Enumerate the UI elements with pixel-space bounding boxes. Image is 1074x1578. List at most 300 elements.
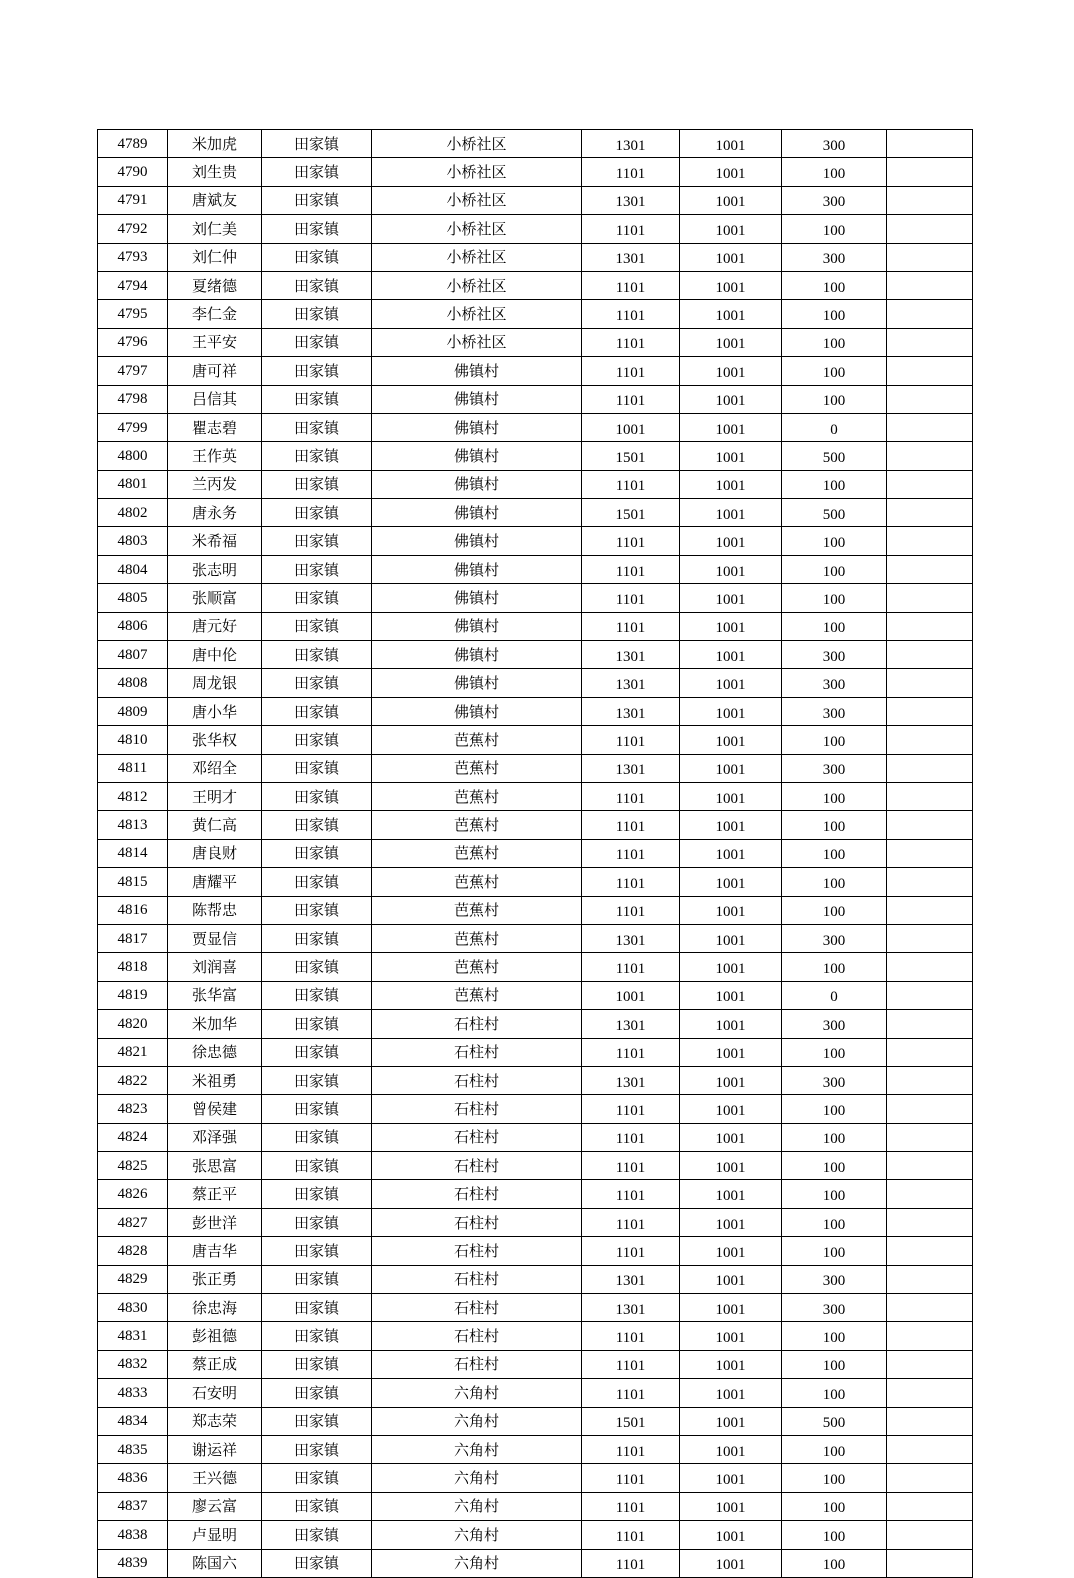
table-row (98, 726, 973, 754)
town-cell: 田家镇 (262, 1521, 372, 1549)
row-number-cell: 4825 (98, 1152, 168, 1180)
row-number-cell: 4812 (98, 782, 168, 810)
name-cell: 黄仁高 (168, 811, 262, 839)
remark-cell (887, 1549, 973, 1577)
remark-cell (887, 981, 973, 1009)
village-cell: 芭蕉村 (372, 811, 582, 839)
code-b-cell: 1001 (680, 1237, 782, 1265)
town-cell: 田家镇 (262, 328, 372, 356)
remark-cell (887, 1350, 973, 1378)
town-cell: 田家镇 (262, 1180, 372, 1208)
row-number-cell: 4824 (98, 1123, 168, 1151)
remark-cell (887, 924, 973, 952)
town-cell: 田家镇 (262, 1095, 372, 1123)
remark-cell (887, 328, 973, 356)
remark-cell (887, 215, 973, 243)
row-number-cell: 4791 (98, 186, 168, 214)
code-a-cell: 1301 (582, 924, 680, 952)
row-number-cell: 4834 (98, 1407, 168, 1435)
table-row (98, 1407, 973, 1435)
amount-cell: 300 (782, 1066, 887, 1094)
amount-cell: 100 (782, 357, 887, 385)
village-cell: 石柱村 (372, 1038, 582, 1066)
amount-cell: 100 (782, 868, 887, 896)
amount-cell: 300 (782, 1294, 887, 1322)
table-row (98, 641, 973, 669)
town-cell: 田家镇 (262, 1066, 372, 1094)
amount-cell: 100 (782, 896, 887, 924)
row-number-cell: 4810 (98, 726, 168, 754)
name-cell: 唐小华 (168, 697, 262, 725)
table-row (98, 1265, 973, 1293)
town-cell: 田家镇 (262, 782, 372, 810)
code-b-cell: 1001 (680, 782, 782, 810)
code-b-cell: 1001 (680, 612, 782, 640)
name-cell: 贾显信 (168, 924, 262, 952)
remark-cell (887, 697, 973, 725)
village-cell: 六角村 (372, 1492, 582, 1520)
row-number-cell: 4789 (98, 130, 168, 158)
name-cell: 王明才 (168, 782, 262, 810)
table-row (98, 1038, 973, 1066)
village-cell: 六角村 (372, 1435, 582, 1463)
remark-cell (887, 726, 973, 754)
town-cell: 田家镇 (262, 1379, 372, 1407)
code-b-cell: 1001 (680, 868, 782, 896)
row-number-cell: 4835 (98, 1435, 168, 1463)
town-cell: 田家镇 (262, 641, 372, 669)
remark-cell (887, 811, 973, 839)
amount-cell: 100 (782, 271, 887, 299)
code-b-cell: 1001 (680, 726, 782, 754)
row-number-cell: 4792 (98, 215, 168, 243)
town-cell: 田家镇 (262, 130, 372, 158)
row-number-cell: 4828 (98, 1237, 168, 1265)
code-a-cell: 1101 (582, 896, 680, 924)
code-b-cell: 1001 (680, 1407, 782, 1435)
town-cell: 田家镇 (262, 243, 372, 271)
amount-cell: 100 (782, 612, 887, 640)
name-cell: 唐元好 (168, 612, 262, 640)
village-cell: 石柱村 (372, 1010, 582, 1038)
amount-cell: 100 (782, 300, 887, 328)
amount-cell: 300 (782, 924, 887, 952)
amount-cell: 100 (782, 1350, 887, 1378)
code-b-cell: 1001 (680, 1549, 782, 1577)
town-cell: 田家镇 (262, 839, 372, 867)
row-number-cell: 4830 (98, 1294, 168, 1322)
table-row (98, 527, 973, 555)
code-a-cell: 1301 (582, 697, 680, 725)
code-a-cell: 1101 (582, 1322, 680, 1350)
row-number-cell: 4790 (98, 158, 168, 186)
amount-cell: 100 (782, 726, 887, 754)
code-a-cell: 1001 (582, 981, 680, 1009)
name-cell: 张顺富 (168, 584, 262, 612)
town-cell: 田家镇 (262, 1237, 372, 1265)
name-cell: 张华权 (168, 726, 262, 754)
village-cell: 石柱村 (372, 1123, 582, 1151)
village-cell: 石柱村 (372, 1180, 582, 1208)
name-cell: 蔡正平 (168, 1180, 262, 1208)
code-a-cell: 1101 (582, 357, 680, 385)
row-number-cell: 4836 (98, 1464, 168, 1492)
remark-cell (887, 1492, 973, 1520)
village-cell: 石柱村 (372, 1208, 582, 1236)
remark-cell (887, 1379, 973, 1407)
name-cell: 米祖勇 (168, 1066, 262, 1094)
amount-cell: 100 (782, 1322, 887, 1350)
row-number-cell: 4796 (98, 328, 168, 356)
village-cell: 佛镇村 (372, 442, 582, 470)
row-number-cell: 4809 (98, 697, 168, 725)
table-row (98, 1322, 973, 1350)
amount-cell: 500 (782, 1407, 887, 1435)
row-number-cell: 4832 (98, 1350, 168, 1378)
amount-cell: 300 (782, 1265, 887, 1293)
town-cell: 田家镇 (262, 1265, 372, 1293)
code-b-cell: 1001 (680, 697, 782, 725)
name-cell: 刘生贵 (168, 158, 262, 186)
table-row (98, 300, 973, 328)
code-a-cell: 1101 (582, 271, 680, 299)
row-number-cell: 4805 (98, 584, 168, 612)
row-number-cell: 4808 (98, 669, 168, 697)
village-cell: 佛镇村 (372, 357, 582, 385)
code-a-cell: 1101 (582, 555, 680, 583)
town-cell: 田家镇 (262, 1152, 372, 1180)
village-cell: 石柱村 (372, 1095, 582, 1123)
village-cell: 佛镇村 (372, 385, 582, 413)
town-cell: 田家镇 (262, 186, 372, 214)
code-b-cell: 1001 (680, 470, 782, 498)
name-cell: 张华富 (168, 981, 262, 1009)
code-a-cell: 1101 (582, 868, 680, 896)
row-number-cell: 4819 (98, 981, 168, 1009)
town-cell: 田家镇 (262, 1294, 372, 1322)
row-number-cell: 4833 (98, 1379, 168, 1407)
table-row (98, 215, 973, 243)
town-cell: 田家镇 (262, 527, 372, 555)
row-number-cell: 4798 (98, 385, 168, 413)
village-cell: 小桥社区 (372, 215, 582, 243)
name-cell: 陈帮忠 (168, 896, 262, 924)
remark-cell (887, 186, 973, 214)
village-cell: 芭蕉村 (372, 782, 582, 810)
amount-cell: 100 (782, 1549, 887, 1577)
town-cell: 田家镇 (262, 953, 372, 981)
amount-cell: 100 (782, 1123, 887, 1151)
name-cell: 夏绪德 (168, 271, 262, 299)
amount-cell: 100 (782, 782, 887, 810)
code-b-cell: 1001 (680, 1066, 782, 1094)
name-cell: 彭祖德 (168, 1322, 262, 1350)
code-a-cell: 1301 (582, 754, 680, 782)
table-row (98, 1066, 973, 1094)
village-cell: 佛镇村 (372, 470, 582, 498)
town-cell: 田家镇 (262, 1038, 372, 1066)
name-cell: 吕信其 (168, 385, 262, 413)
code-a-cell: 1101 (582, 811, 680, 839)
town-cell: 田家镇 (262, 413, 372, 441)
code-b-cell: 1001 (680, 924, 782, 952)
table-row (98, 1492, 973, 1520)
row-number-cell: 4829 (98, 1265, 168, 1293)
village-cell: 石柱村 (372, 1265, 582, 1293)
remark-cell (887, 1066, 973, 1094)
village-cell: 六角村 (372, 1464, 582, 1492)
table-row (98, 811, 973, 839)
town-cell: 田家镇 (262, 1010, 372, 1038)
table-row (98, 413, 973, 441)
code-b-cell: 1001 (680, 811, 782, 839)
row-number-cell: 4813 (98, 811, 168, 839)
amount-cell: 300 (782, 669, 887, 697)
village-cell: 小桥社区 (372, 271, 582, 299)
village-cell: 佛镇村 (372, 527, 582, 555)
town-cell: 田家镇 (262, 868, 372, 896)
town-cell: 田家镇 (262, 300, 372, 328)
town-cell: 田家镇 (262, 271, 372, 299)
row-number-cell: 4823 (98, 1095, 168, 1123)
code-b-cell: 1001 (680, 1322, 782, 1350)
amount-cell: 300 (782, 754, 887, 782)
code-b-cell: 1001 (680, 271, 782, 299)
row-number-cell: 4826 (98, 1180, 168, 1208)
remark-cell (887, 158, 973, 186)
code-a-cell: 1101 (582, 782, 680, 810)
table-row (98, 896, 973, 924)
amount-cell: 100 (782, 158, 887, 186)
table-row (98, 499, 973, 527)
remark-cell (887, 130, 973, 158)
name-cell: 王兴德 (168, 1464, 262, 1492)
name-cell: 周龙银 (168, 669, 262, 697)
row-number-cell: 4807 (98, 641, 168, 669)
code-a-cell: 1301 (582, 1265, 680, 1293)
data-table (97, 129, 973, 1578)
code-a-cell: 1301 (582, 243, 680, 271)
village-cell: 小桥社区 (372, 130, 582, 158)
name-cell: 张正勇 (168, 1265, 262, 1293)
name-cell: 刘仁美 (168, 215, 262, 243)
amount-cell: 100 (782, 839, 887, 867)
code-b-cell: 1001 (680, 1038, 782, 1066)
table-row (98, 1549, 973, 1577)
code-a-cell: 1101 (582, 1208, 680, 1236)
code-a-cell: 1101 (582, 527, 680, 555)
code-a-cell: 1301 (582, 186, 680, 214)
table-row (98, 1152, 973, 1180)
town-cell: 田家镇 (262, 385, 372, 413)
table-row (98, 1208, 973, 1236)
amount-cell: 0 (782, 981, 887, 1009)
village-cell: 芭蕉村 (372, 953, 582, 981)
row-number-cell: 4795 (98, 300, 168, 328)
table-row (98, 953, 973, 981)
amount-cell: 300 (782, 641, 887, 669)
table-body (98, 130, 973, 1578)
code-a-cell: 1101 (582, 385, 680, 413)
amount-cell: 0 (782, 413, 887, 441)
name-cell: 唐永务 (168, 499, 262, 527)
remark-cell (887, 584, 973, 612)
code-a-cell: 1101 (582, 470, 680, 498)
village-cell: 芭蕉村 (372, 726, 582, 754)
table-row (98, 839, 973, 867)
remark-cell (887, 442, 973, 470)
town-cell: 田家镇 (262, 499, 372, 527)
remark-cell (887, 1208, 973, 1236)
name-cell: 米加虎 (168, 130, 262, 158)
table-row (98, 1237, 973, 1265)
name-cell: 唐良财 (168, 839, 262, 867)
code-b-cell: 1001 (680, 1152, 782, 1180)
remark-cell (887, 1180, 973, 1208)
name-cell: 张思富 (168, 1152, 262, 1180)
village-cell: 佛镇村 (372, 499, 582, 527)
row-number-cell: 4794 (98, 271, 168, 299)
town-cell: 田家镇 (262, 1435, 372, 1463)
amount-cell: 300 (782, 186, 887, 214)
village-cell: 小桥社区 (372, 328, 582, 356)
code-b-cell: 1001 (680, 981, 782, 1009)
code-b-cell: 1001 (680, 158, 782, 186)
village-cell: 佛镇村 (372, 584, 582, 612)
code-b-cell: 1001 (680, 839, 782, 867)
code-b-cell: 1001 (680, 641, 782, 669)
town-cell: 田家镇 (262, 1322, 372, 1350)
table-row (98, 924, 973, 952)
remark-cell (887, 470, 973, 498)
row-number-cell: 4837 (98, 1492, 168, 1520)
code-a-cell: 1101 (582, 158, 680, 186)
remark-cell (887, 782, 973, 810)
table-row (98, 271, 973, 299)
remark-cell (887, 1294, 973, 1322)
village-cell: 小桥社区 (372, 186, 582, 214)
remark-cell (887, 612, 973, 640)
village-cell: 石柱村 (372, 1322, 582, 1350)
code-b-cell: 1001 (680, 1208, 782, 1236)
code-a-cell: 1101 (582, 1435, 680, 1463)
village-cell: 佛镇村 (372, 413, 582, 441)
amount-cell: 100 (782, 1152, 887, 1180)
table-row (98, 357, 973, 385)
table-row (98, 1464, 973, 1492)
remark-cell (887, 1237, 973, 1265)
remark-cell (887, 1095, 973, 1123)
code-a-cell: 1301 (582, 641, 680, 669)
village-cell: 石柱村 (372, 1066, 582, 1094)
remark-cell (887, 413, 973, 441)
remark-cell (887, 1038, 973, 1066)
code-a-cell: 1101 (582, 1123, 680, 1151)
amount-cell: 300 (782, 1010, 887, 1038)
remark-cell (887, 385, 973, 413)
name-cell: 唐耀平 (168, 868, 262, 896)
code-b-cell: 1001 (680, 385, 782, 413)
row-number-cell: 4799 (98, 413, 168, 441)
table-row (98, 158, 973, 186)
name-cell: 卢显明 (168, 1521, 262, 1549)
code-b-cell: 1001 (680, 1010, 782, 1038)
amount-cell: 100 (782, 584, 887, 612)
amount-cell: 100 (782, 1237, 887, 1265)
amount-cell: 100 (782, 555, 887, 583)
remark-cell (887, 1322, 973, 1350)
table-row (98, 1180, 973, 1208)
remark-cell (887, 839, 973, 867)
name-cell: 兰丙发 (168, 470, 262, 498)
amount-cell: 100 (782, 1492, 887, 1520)
row-number-cell: 4822 (98, 1066, 168, 1094)
remark-cell (887, 1010, 973, 1038)
code-a-cell: 1101 (582, 1549, 680, 1577)
row-number-cell: 4793 (98, 243, 168, 271)
town-cell: 田家镇 (262, 1123, 372, 1151)
remark-cell (887, 641, 973, 669)
town-cell: 田家镇 (262, 442, 372, 470)
table-row (98, 1095, 973, 1123)
remark-cell (887, 271, 973, 299)
name-cell: 李仁金 (168, 300, 262, 328)
code-b-cell: 1001 (680, 953, 782, 981)
town-cell: 田家镇 (262, 158, 372, 186)
table-row (98, 754, 973, 782)
name-cell: 刘润喜 (168, 953, 262, 981)
code-b-cell: 1001 (680, 1521, 782, 1549)
table-row (98, 442, 973, 470)
table-row (98, 868, 973, 896)
code-a-cell: 1101 (582, 1180, 680, 1208)
name-cell: 唐斌友 (168, 186, 262, 214)
town-cell: 田家镇 (262, 1464, 372, 1492)
code-a-cell: 1101 (582, 1379, 680, 1407)
amount-cell: 100 (782, 385, 887, 413)
code-b-cell: 1001 (680, 357, 782, 385)
village-cell: 六角村 (372, 1407, 582, 1435)
table-row (98, 130, 973, 158)
town-cell: 田家镇 (262, 811, 372, 839)
remark-cell (887, 357, 973, 385)
row-number-cell: 4831 (98, 1322, 168, 1350)
row-number-cell: 4800 (98, 442, 168, 470)
name-cell: 米希福 (168, 527, 262, 555)
code-a-cell: 1101 (582, 1521, 680, 1549)
code-b-cell: 1001 (680, 1492, 782, 1520)
row-number-cell: 4820 (98, 1010, 168, 1038)
amount-cell: 500 (782, 499, 887, 527)
remark-cell (887, 896, 973, 924)
amount-cell: 100 (782, 328, 887, 356)
table-row (98, 697, 973, 725)
code-b-cell: 1001 (680, 1180, 782, 1208)
table-row (98, 669, 973, 697)
name-cell: 石安明 (168, 1379, 262, 1407)
name-cell: 廖云富 (168, 1492, 262, 1520)
town-cell: 田家镇 (262, 612, 372, 640)
remark-cell (887, 1407, 973, 1435)
code-a-cell: 1101 (582, 1492, 680, 1520)
table-row (98, 555, 973, 583)
remark-cell (887, 1152, 973, 1180)
table-row (98, 243, 973, 271)
code-b-cell: 1001 (680, 1265, 782, 1293)
row-number-cell: 4817 (98, 924, 168, 952)
village-cell: 芭蕉村 (372, 868, 582, 896)
code-a-cell: 1101 (582, 1237, 680, 1265)
